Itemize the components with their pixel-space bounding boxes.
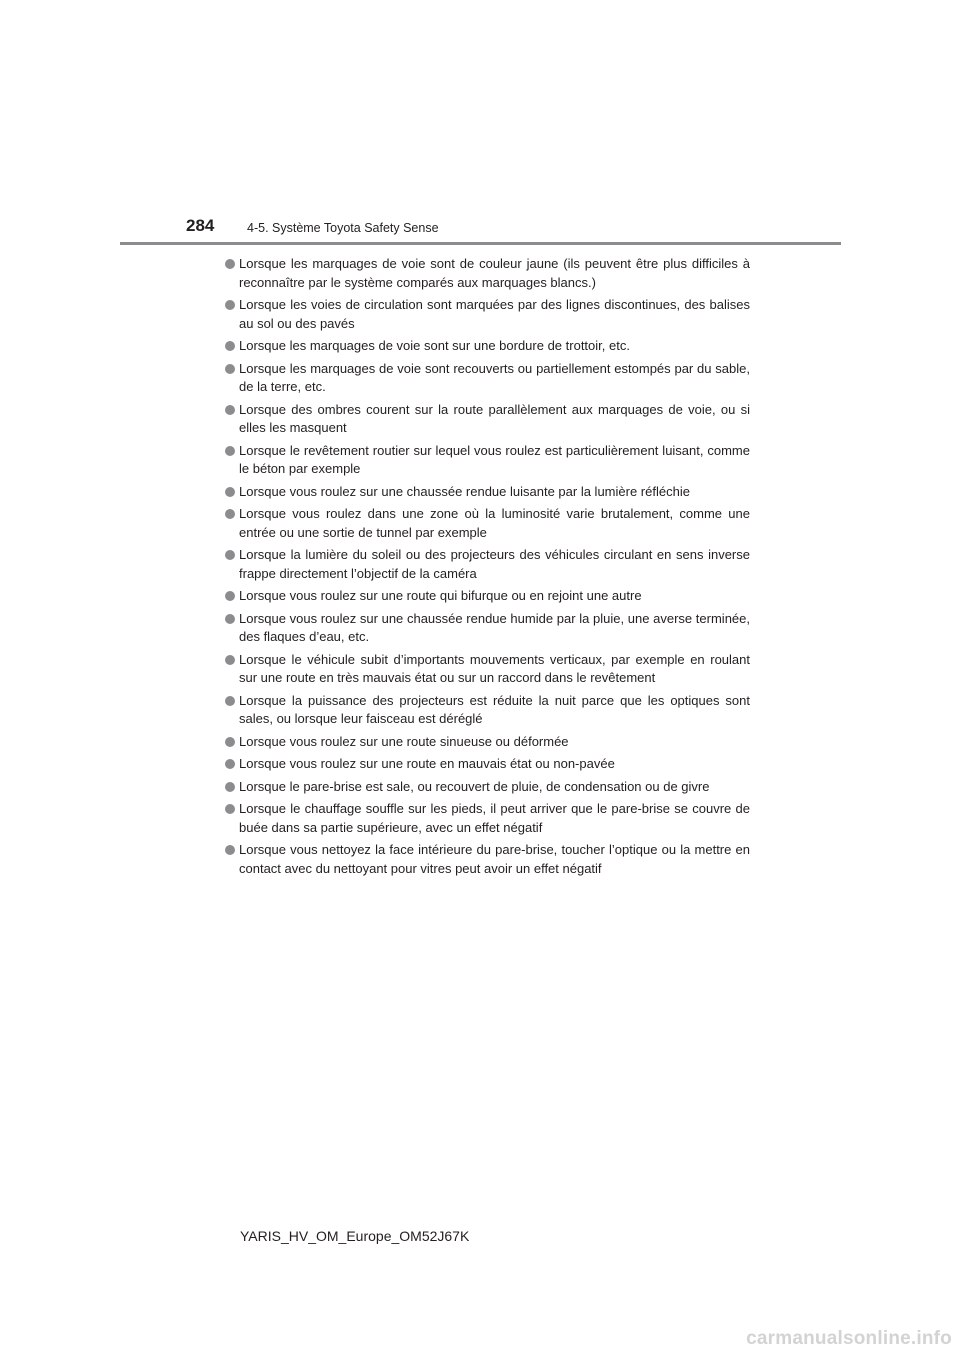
list-item — [224, 360, 750, 397]
list-item — [224, 610, 750, 647]
list-item-text: Lorsque la puissance des projecteurs est réduite la nuit parce que les optiques sont sales, ou lorsque leur faisceau est déréglé — [239, 692, 750, 726]
bullet-icon — [225, 845, 235, 855]
bullet-icon — [225, 341, 235, 351]
bullet-icon — [225, 614, 235, 624]
bullet-icon — [225, 655, 235, 665]
list-item — [224, 337, 750, 356]
bullet-icon — [225, 487, 235, 497]
list-item — [224, 546, 750, 583]
list-item-text: Lorsque le chauffage souffle sur les pieds, il peut arriver que le pare-brise se couvre de buée dans sa partie supérieure, avec un effet négatif — [239, 801, 750, 835]
list-item — [224, 505, 750, 542]
section-title: 4-5. Système Toyota Safety Sense — [247, 221, 439, 235]
bullet-icon — [225, 300, 235, 310]
list-item — [224, 800, 750, 837]
bullet-icon — [225, 782, 235, 792]
bullet-icon — [225, 591, 235, 601]
list-item — [224, 401, 750, 438]
list-item-text: Lorsque les voies de circulation sont marquées par des lignes discontinues, des balises au sol ou des pavés — [239, 297, 750, 331]
list-item-text: Lorsque le revêtement routier sur lequel vous roulez est particulièrement luisant, comme le béton par exemple — [239, 442, 750, 476]
list-item-text: Lorsque vous roulez sur une chaussée rendue luisante par la lumière réfléchie — [239, 483, 690, 499]
list-item-text: Lorsque le véhicule subit d’importants mouvements verticaux, par exemple en roulant sur une route en très mauvais état ou sur un raccord dans le revêtement — [239, 651, 750, 685]
list-item-text: Lorsque vous nettoyez la face intérieure du pare-brise, toucher l’optique ou la mettre en contact avec du nettoyant pour vitres peut avoir un effet négatif — [239, 842, 750, 876]
list-item-text: Lorsque des ombres courent sur la route parallèlement aux marquages de voie, ou si elles les masquent — [239, 401, 750, 435]
list-item — [224, 755, 750, 774]
bullet-icon — [225, 509, 235, 519]
list-item-text: Lorsque vous roulez sur une chaussée rendue humide par la pluie, une averse terminée, des flaques d’eau, etc. — [239, 610, 750, 644]
list-item — [224, 778, 750, 797]
list-item-text: Lorsque vous roulez sur une route en mauvais état ou non-pavée — [239, 756, 615, 771]
list-item — [224, 692, 750, 729]
list-item — [224, 442, 750, 479]
list-item-text: Lorsque la lumière du soleil ou des projecteurs des véhicules circulant en sens inverse frappe directement l’objectif de la caméra — [239, 547, 750, 581]
bullet-icon — [225, 804, 235, 814]
watermark: carmanualsonline.info — [746, 1328, 952, 1349]
bullet-icon — [225, 259, 235, 269]
bullet-icon — [225, 446, 235, 456]
list-item — [224, 841, 750, 878]
header-rule — [120, 242, 841, 245]
bullet-icon — [225, 364, 235, 374]
page-number: 284 — [186, 216, 215, 235]
manual-code: YARIS_HV_OM_Europe_OM52J67K — [240, 1228, 470, 1244]
list-item-text: Lorsque les marquages de voie sont de couleur jaune (ils peuvent être plus difficiles à reconnaître par le système comparés aux marquages blancs.) — [239, 256, 750, 290]
list-item — [224, 733, 750, 752]
list-item — [224, 651, 750, 688]
list-item-text: Lorsque les marquages de voie sont sur une bordure de trottoir, etc. — [239, 338, 630, 353]
list-item — [224, 255, 750, 292]
list-item-text: Lorsque vous roulez sur une route qui bifurque ou en rejoint une autre — [239, 588, 642, 603]
bullet-icon — [225, 550, 235, 560]
list-item-text: Lorsque vous roulez dans une zone où la luminosité varie brutalement, comme une entrée ou une sortie de tunnel par exemple — [239, 506, 750, 540]
bullet-icon — [225, 737, 235, 747]
list-item-text: Lorsque les marquages de voie sont recouverts ou partiellement estompés par du sable, de la terre, etc. — [239, 360, 750, 394]
list-item — [224, 587, 750, 606]
conditions-list — [224, 255, 750, 882]
list-item-text: Lorsque le pare-brise est sale, ou recouvert de pluie, de condensation ou de givre — [239, 778, 710, 794]
bullet-icon — [225, 696, 235, 706]
list-item-text: Lorsque vous roulez sur une route sinueuse ou déformée — [239, 733, 569, 749]
list-item — [224, 483, 750, 502]
list-item — [224, 296, 750, 333]
bullet-icon — [225, 759, 235, 769]
bullet-icon — [225, 405, 235, 415]
